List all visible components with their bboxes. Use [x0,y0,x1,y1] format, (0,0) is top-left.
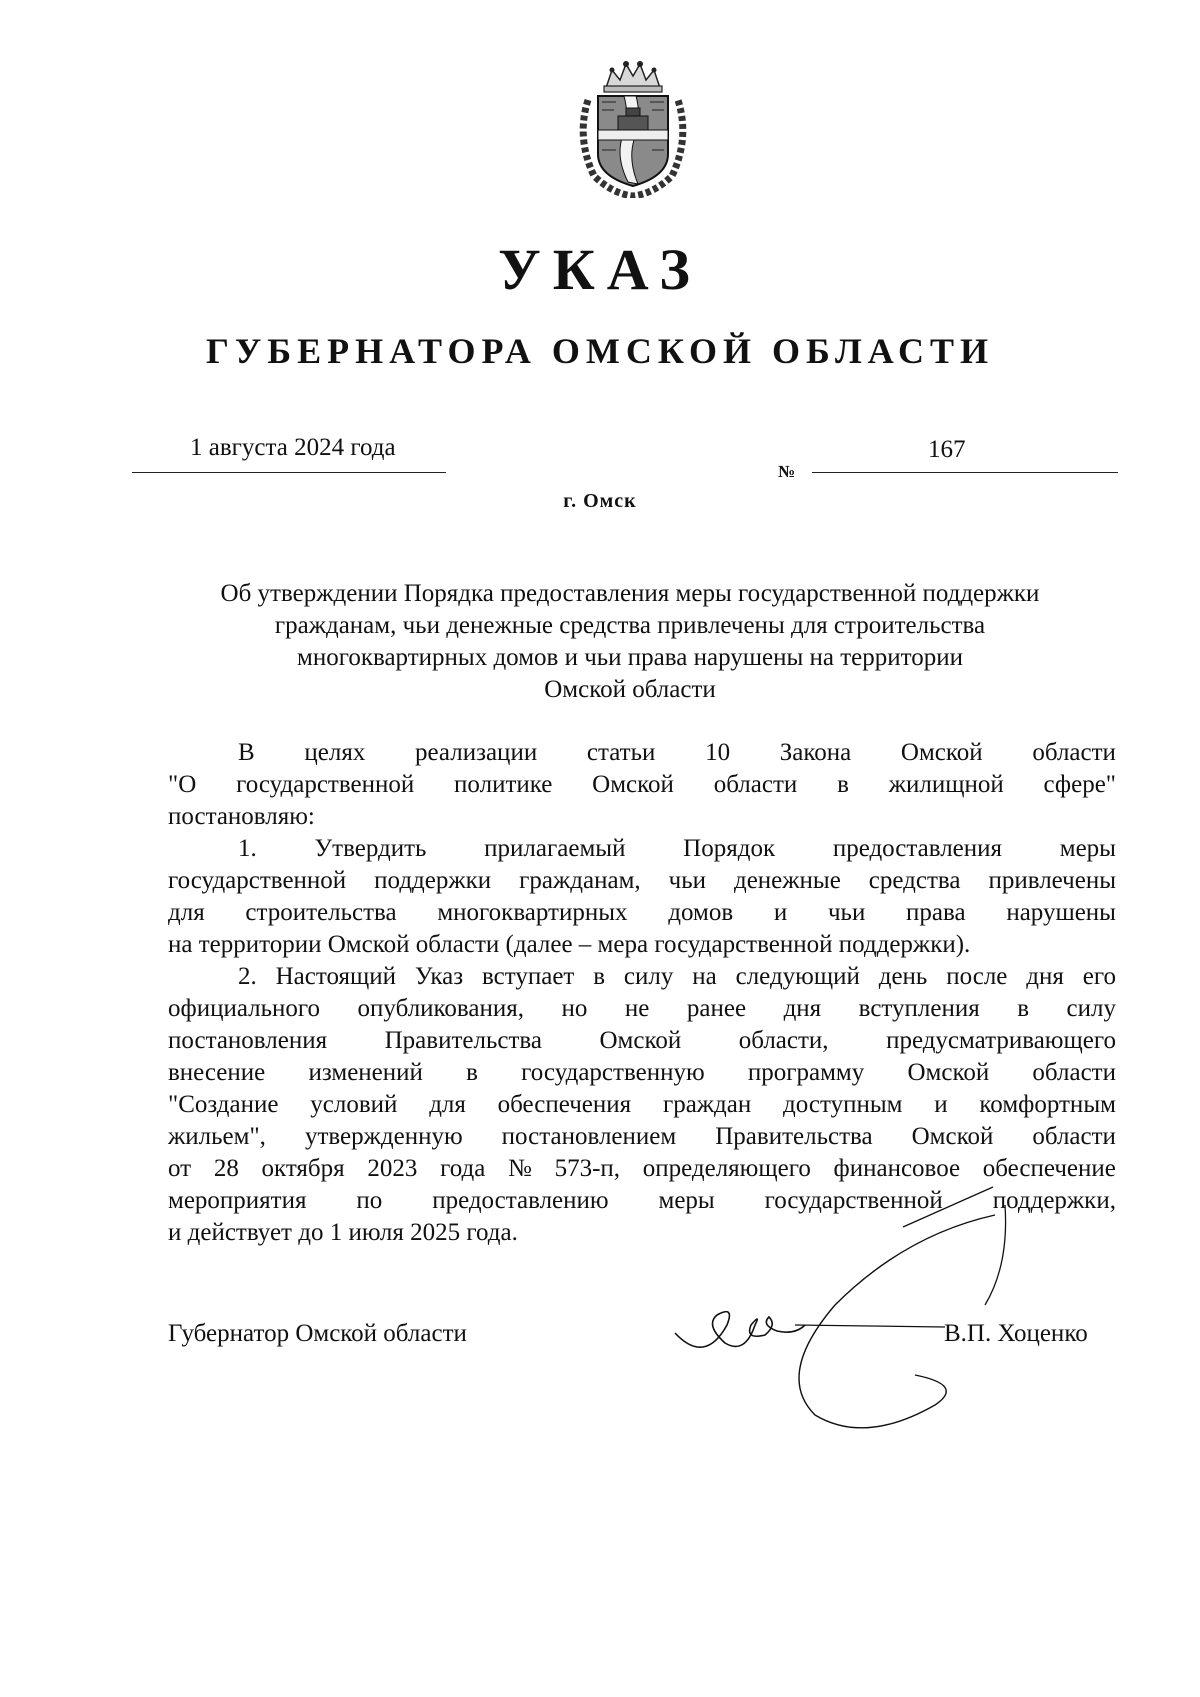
body-word: 28 [213,1155,239,1182]
city: г. Омск [563,490,637,512]
body-word: права [906,899,966,926]
body-word: предусматривающего [886,1027,1116,1054]
heading-line: Об утверждении Порядка предоставления меры государственной поддержки [220,580,1040,607]
document-title: УКАЗ [498,237,702,302]
body-line [168,961,1116,993]
coat-of-arms-icon [568,58,698,198]
body-word: внесение [168,1059,266,1086]
body-word: года [440,1155,486,1182]
body-word: нарушены [1006,899,1116,926]
body-line [168,833,1116,865]
body-word: мероприятия [168,1187,307,1214]
body-word: для [168,899,205,926]
body-word: дня [783,995,822,1022]
body-word: области [713,771,798,798]
body-line [168,769,1116,801]
body-word: обеспечения [497,1091,632,1118]
body-line [168,1057,1116,1089]
signatory-name: В.П. Хоценко [944,1320,1088,1347]
body-word: в [593,963,606,990]
heading-line: Омской области [544,676,716,703]
body-word: предоставления [832,835,1003,862]
body-line [168,737,1116,769]
body-word: 2023 [367,1155,418,1182]
body-word: вступления [858,995,980,1022]
body-word: Указ [414,963,464,990]
body-word: области [1032,739,1116,766]
body-word: по [356,1187,383,1214]
body-word: финансовое [833,1155,961,1182]
body-word: октября [261,1155,345,1182]
body-word: Правительства [715,1123,873,1150]
document-body [168,737,1116,1249]
body-word: прилагаемый [484,835,626,862]
body-word: комфортным [979,1091,1116,1118]
body-line [168,929,1116,961]
body-word: государственной [168,867,347,894]
body-word: Утвердить [314,835,427,862]
body-word: чьи [668,867,706,894]
body-word: программу [747,1059,865,1086]
body-word: области [1032,1059,1116,1086]
body-word: постановляю: [168,803,315,830]
body-word: доступным [783,1091,903,1118]
body-word: следующий [735,963,860,990]
body-word: Омской [900,739,983,766]
body-word: Омской [907,1059,990,1086]
body-line [168,1025,1116,1057]
body-word: обеспечение [982,1155,1116,1182]
number-field [778,436,1118,481]
body-word: гражданам, [519,867,641,894]
number-underline [812,472,1118,473]
signatory-position: Губернатор Омской области [168,1320,467,1347]
body-word: 573-п, [554,1155,621,1182]
body-word: Омской [599,1027,682,1054]
body-word: целях [304,739,366,766]
body-word: 2. [238,963,257,990]
body-word: граждан [662,1091,752,1118]
body-word: ранее [686,995,747,1022]
body-word: но [561,995,588,1022]
body-word: домов [668,899,734,926]
body-word: силу [1066,995,1116,1022]
body-word: не [624,995,650,1022]
body-word: "О [168,771,197,798]
body-line [168,865,1116,897]
body-word: меры [1059,835,1116,862]
body-word: статьи [586,739,656,766]
body-word: 10 [705,739,731,766]
body-word: условий [310,1091,398,1118]
body-word: реализации [415,739,538,766]
handwritten-signature-icon [665,1175,1105,1435]
body-word: Закона [779,739,852,766]
body-word: Настоящий [275,963,396,990]
body-line [168,1121,1116,1153]
body-word: жилищной [888,771,1004,798]
body-word: многоквартирных [437,899,628,926]
body-word: Порядок [683,835,776,862]
body-word: на территории Омской области (далее – мера государственной поддержки). [168,931,971,958]
body-word: силу [623,963,674,990]
body-word: поддержки [374,867,492,894]
body-word: средства [868,867,961,894]
body-word: в [466,1059,478,1086]
body-word: чьи [827,899,866,926]
body-word: определяющего [642,1155,811,1182]
body-word: официального [168,995,321,1022]
body-word: в [1017,995,1030,1022]
body-word: от [168,1155,192,1182]
body-line [168,993,1116,1025]
body-word: поддержки, [992,1187,1116,1214]
body-word: утвержденную [304,1123,463,1150]
heading-line: многоквартирных домов и чьи права нарушены на территории [297,644,963,671]
body-word: В [238,739,255,766]
body-word: после [946,963,1008,990]
date-field [132,434,446,473]
document-date: 1 августа 2024 года [190,434,396,461]
body-word: в [837,771,849,798]
document-heading [160,578,1100,706]
body-word: сфере" [1043,771,1116,798]
body-line [168,897,1116,929]
body-word: опубликования, [357,995,525,1022]
body-word: жильем", [168,1123,266,1150]
body-word: день [878,963,928,990]
body-word: его [1082,963,1116,990]
body-word: государственной [764,1187,943,1214]
body-word: и [773,899,788,926]
body-word: "Создание [168,1091,279,1118]
document-subtitle: ГУБЕРНАТОРА ОМСКОЙ ОБЛАСТИ [205,331,995,371]
body-word: вступает [482,963,575,990]
document-number: 167 [928,436,966,463]
body-word: строительства [245,899,397,926]
body-word: области [1032,1123,1116,1150]
body-word: государственной [236,771,415,798]
body-line [168,1089,1116,1121]
number-sign: № [778,462,796,481]
body-word: меры [658,1187,715,1214]
body-word: на [692,963,717,990]
body-line [168,801,1116,833]
body-word: и [934,1091,948,1118]
body-word: постановления [168,1027,328,1054]
body-word: привлечены [988,867,1116,894]
body-word: политике [454,771,553,798]
heading-line: гражданам, чьи денежные средства привлечены для строительства [274,612,986,639]
body-word: дня [1026,963,1064,990]
body-word: и действует до 1 июля 2025 года. [168,1219,518,1246]
body-word: государственную [521,1059,705,1086]
body-word: изменений [308,1059,423,1086]
body-word: предоставлению [432,1187,609,1214]
body-word: постановлением [501,1123,677,1150]
body-word: для [429,1091,466,1118]
body-word: Омской [592,771,674,798]
body-word: 1. [238,835,257,862]
body-word: Омской [911,1123,994,1150]
body-word: области, [738,1027,829,1054]
body-word: № [508,1155,532,1182]
body-word: денежные [733,867,841,894]
body-word: Правительства [384,1027,542,1054]
